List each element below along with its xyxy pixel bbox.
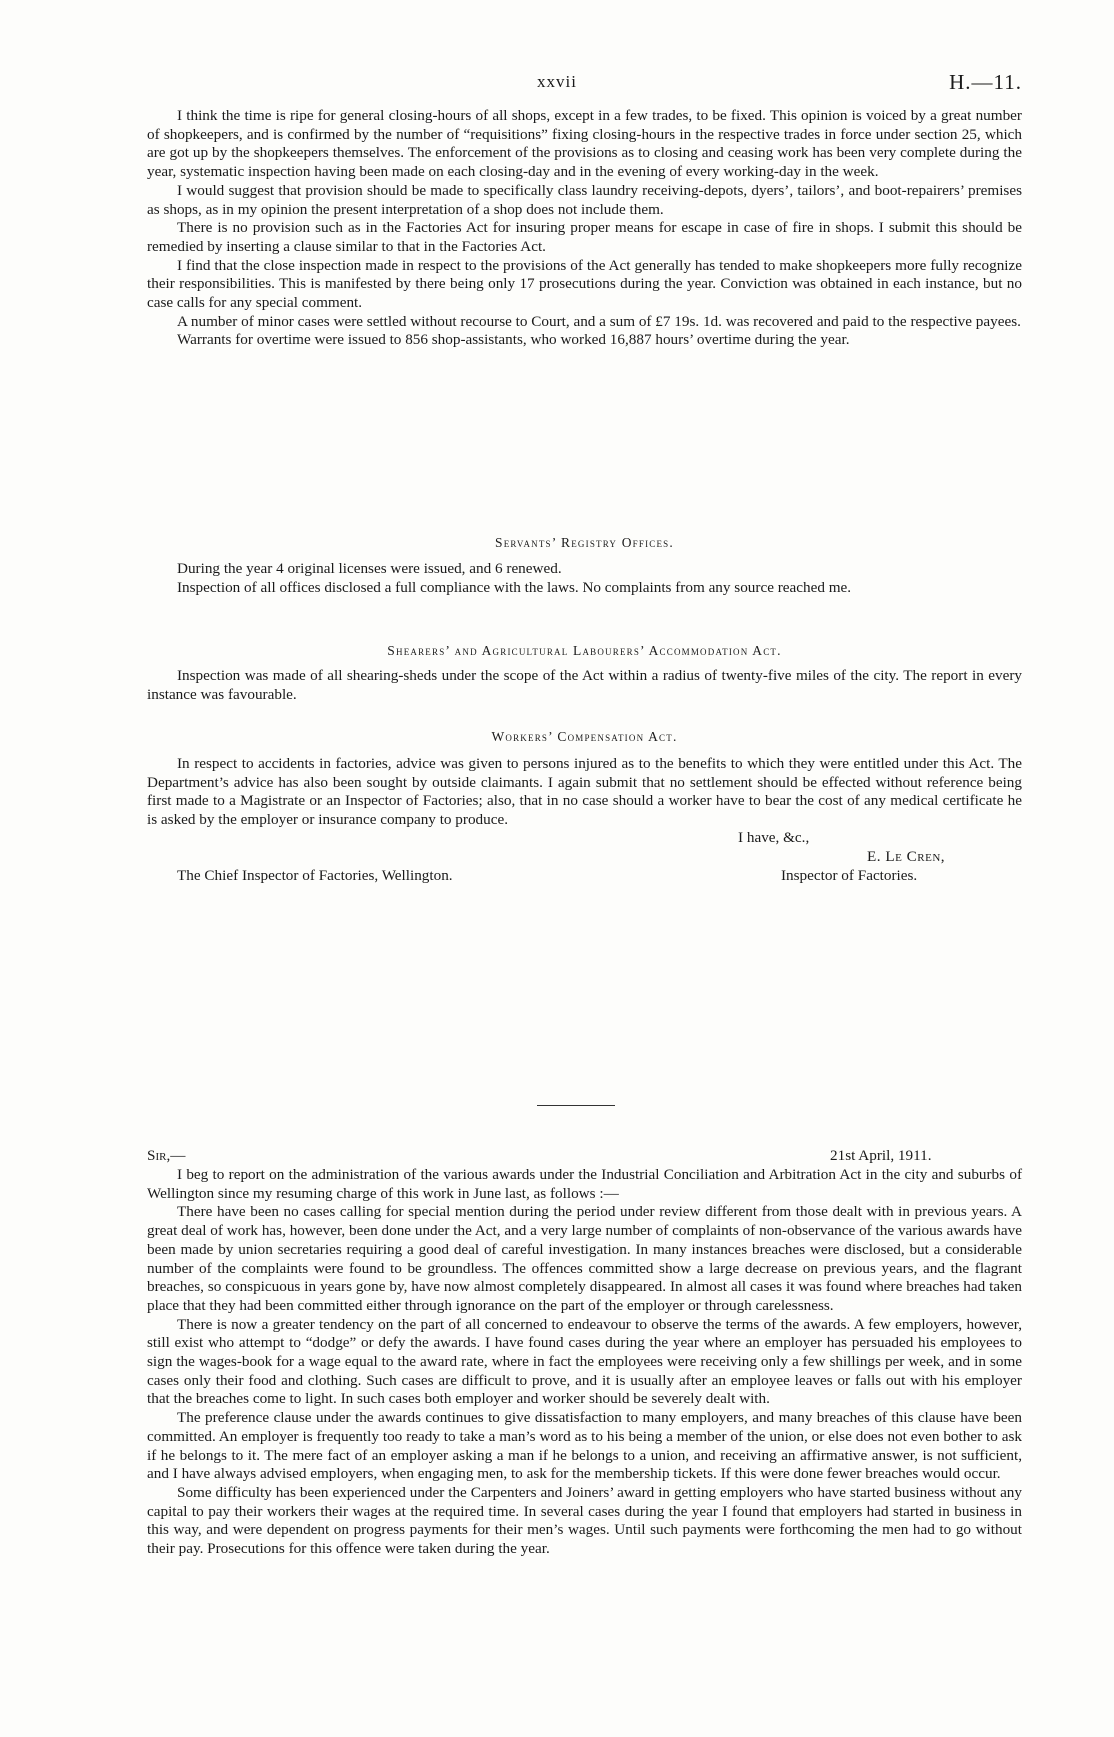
signoff-name: E. Le Cren,: [867, 848, 946, 865]
paragraph: Inspection of all offices disclosed a full compliance with the laws. No complaints from any source reached me.: [177, 578, 852, 596]
paragraph: A number of minor cases were settled without recourse to Court, and a sum of £7 19s. 1d. was recovered and paid to the respective payees.: [177, 312, 1021, 330]
page-number: xxvii: [537, 72, 577, 91]
shops-report-section: [147, 107, 1022, 350]
paragraph: I would suggest that provision should be made to specifically class laundry receiving-depots, dyers’, tailors’, and boot-repairers’ premises as shops, as in my opinion the present interpretation of a shop does not include them.: [147, 181, 1022, 218]
letter-date: 21st April, 1911.: [830, 1147, 932, 1164]
salutation: Sir,—: [147, 1147, 186, 1164]
signoff-title: Inspector of Factories.: [781, 867, 918, 884]
paragraph: Some difficulty has been experienced under the Carpenters and Joiners’ award in getting employers who have started business without any capital to pay their workers their wages at the required time. In several cases during the year I found that employers had started in business in this way, and were dependent on progress payments for their men’s wages. Until such payments were forthcoming the men had to go without their pay. Prosecutions for this offence were taken during the year.: [147, 1483, 1022, 1558]
paragraph: There is now a greater tendency on the part of all concerned to endeavour to observe the terms of the awards. A few employers, however, still exist who attempt to “dodge” or defy the awards. I have found cases during the year where an employer has persuaded his employees to sign the wages-book for a wage equal to the award rate, where in fact the employees were receiving only a few shillings per week, and in some cases only their food and clothing. Such cases are difficult to prove, and it is usually after an employee leaves or falls out with his employer that the breaches come to light. In such cases both employer and worker should be severely dealt with.: [147, 1315, 1022, 1408]
signoff-closing: I have, &c.,: [738, 829, 810, 846]
paragraph: There is no provision such as in the Factories Act for insuring proper means for escape in case of fire in shops. I submit this should be remedied by inserting a clause similar to that in the Factories Act.: [147, 219, 1022, 255]
workers-compensation-section: [147, 755, 1022, 830]
section-heading-shearers-act: Shearers’ and Agricultural Labourers’ Accommodation Act.: [387, 643, 782, 658]
paragraph: Warrants for overtime were issued to 856 shop-assistants, who worked 16,887 hours’ overtime during the year.: [177, 331, 850, 349]
paragraph: There have been no cases calling for special mention during the period under review different from those dealt with in previous years. A great deal of work has, however, been done under the Act, and a very large number of complaints of non-observance of the various awards have been made by union secretaries requiring a good deal of careful investigation. In many instances breaches were disclosed, but a considerable number of the complaints were found to be groundless. The offences committed show a large decrease on previous years, and the flagrant breaches, so conspicuous in years gone by, have now almost completely disappeared. In almost all cases it was found where breaches had taken place that they had been committed either through ignorance on the part of the employer or through carelessness.: [147, 1203, 1022, 1314]
document-reference: H.—11.: [949, 70, 1022, 94]
paragraph: I find that the close inspection made in respect to the provisions of the Act generally has tended to make shopkeepers more fully recognize their responsibilities. This is manifested by there being only 17 prosecutions during the year. Conviction was obtained in each instance, but no case calls for any special comment.: [147, 256, 1022, 312]
section-divider: [537, 1105, 615, 1106]
servants-registry-section: [147, 560, 1022, 597]
paragraph: In respect to accidents in factories, advice was given to persons injured as to the benefits to which they were entitled under this Act. The Department’s advice has also been sought by outside claimants. I again submit that no settlement should be effected without reference being first made to a Magistrate or an Inspector of Factories; also, that in no case should a worker have to bear the cost of any medical certificate he is asked by the employer or insurance company to produce.: [147, 755, 1022, 829]
arbitration-report-section: [147, 1166, 1022, 1559]
shearers-act-section: [147, 667, 1022, 704]
paragraph: I beg to report on the administration of the various awards under the Industrial Conciliation and Arbitration Act in the city and suburbs of Wellington since my resuming charge of this work in June last, as follows :—: [147, 1166, 1022, 1202]
addressee: The Chief Inspector of Factories, Wellington.: [177, 867, 453, 884]
section-heading-workers-compensation: Workers’ Compensation Act.: [491, 729, 678, 744]
paragraph: The preference clause under the awards continues to give dissatisfaction to many employers, and many breaches of this clause have been committed. An employer is frequently too ready to take a man’s word as to his being a member of the union, or else does not even bother to ask if he belongs to it. The mere fact of an employer asking a man if he belongs to a union, and receiving an affirmative answer, is not sufficient, and I have always advised employers, when engaging men, to ask for the membership tickets. If this were done fewer breaches would occur.: [147, 1409, 1022, 1483]
paragraph: During the year 4 original licenses were issued, and 6 renewed.: [177, 560, 562, 577]
paragraph: Inspection was made of all shearing-sheds under the scope of the Act within a radius of twenty-five miles of the city. The report in every instance was favourable.: [147, 667, 1022, 703]
section-heading-servants-registry: Servants’ Registry Offices.: [495, 535, 674, 550]
paragraph: I think the time is ripe for general closing-hours of all shops, except in a few trades, to be fixed. This opinion is voiced by a great number of shopkeepers, and is confirmed by the number of “requisitions” fixing closing-hours in the respective trades in force under section 25, which are got up by the shopkeepers themselves. The enforcement of the provisions as to closing and ceasing work has been very complete during the year, systematic inspection having been made on each closing-day and in the evening of every working-day in the week.: [147, 107, 1022, 181]
